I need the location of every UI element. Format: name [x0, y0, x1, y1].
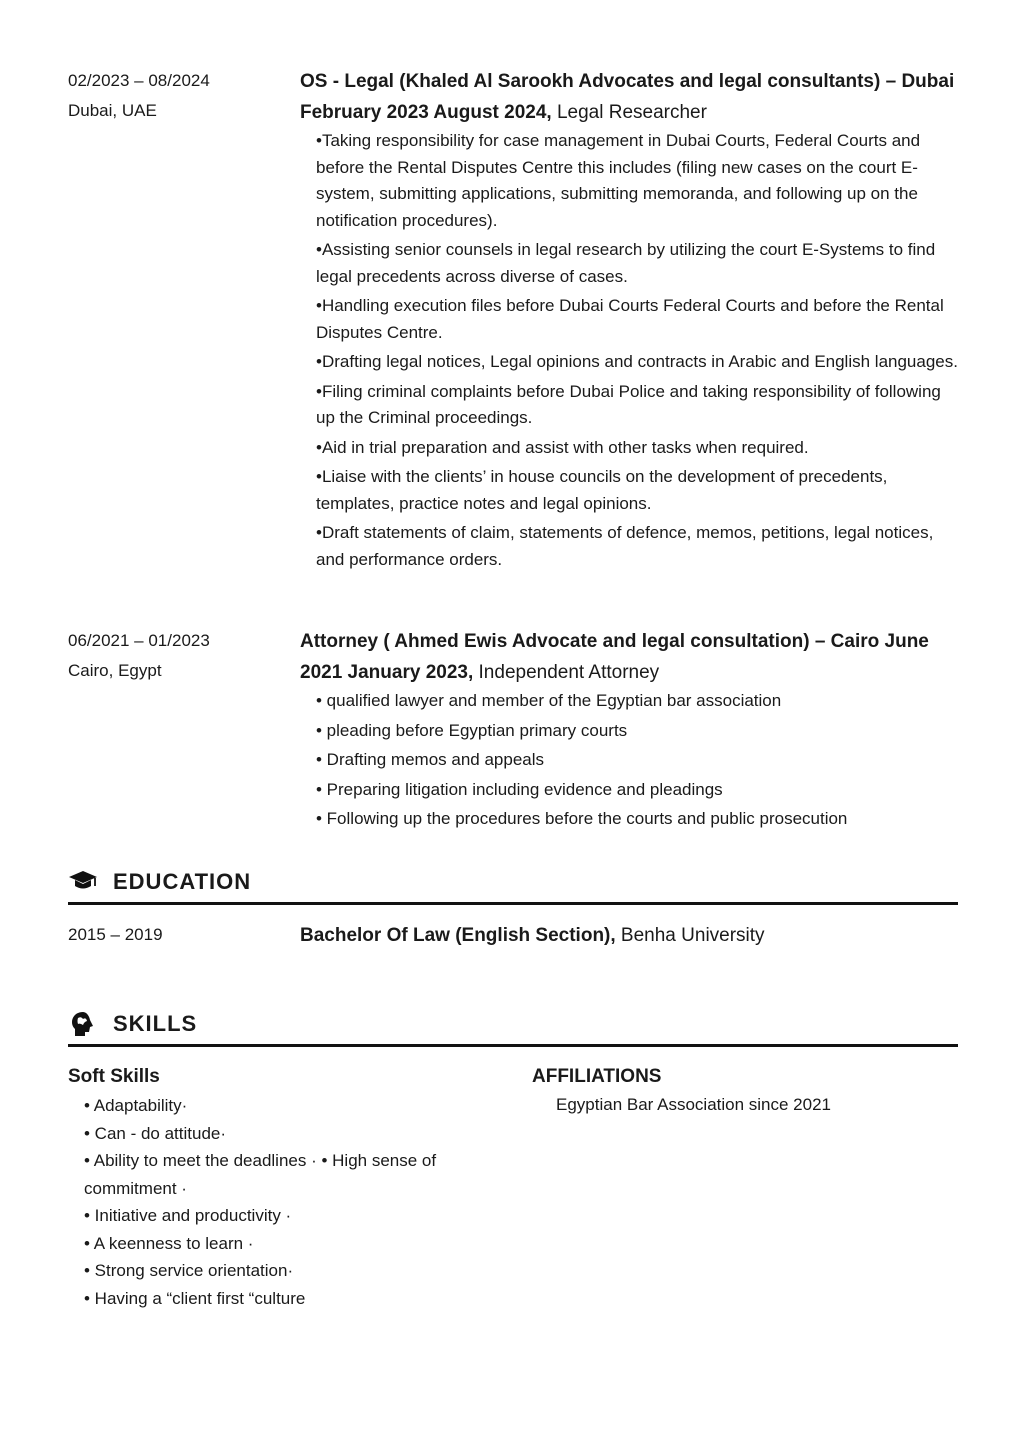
list-item: • Preparing litigation including evidence and pleadings [316, 779, 723, 799]
experience-location: Dubai, UAE [68, 101, 157, 120]
list-item: •Assisting senior counsels in legal research by utilizing the court E-Systems to find legal precedents across diverse of cases. [316, 240, 936, 286]
soft-skills-column [68, 1062, 468, 1312]
soft-skills-title: Soft Skills [68, 1066, 160, 1087]
affiliations-text: Egyptian Bar Association since 2021 [556, 1095, 832, 1114]
experience-dates-block [68, 66, 288, 126]
brain-icon [68, 1010, 98, 1038]
list-item: • Ability to meet the deadlines · • High sense of commitment · [84, 1151, 437, 1198]
affiliations-column [532, 1062, 952, 1118]
list-item: • Having a “client first “culture [84, 1288, 306, 1308]
experience-company: Attorney ( Ahmed Ewis Advocate and legal consultation) – Cairo June 2021 January 2023, [300, 631, 929, 683]
education-details [300, 920, 765, 952]
experience-company: OS - Legal (Khaled Al Sarookh Advocates and legal consultants) – Dubai February 2023 August 2024, [300, 71, 955, 123]
list-item: •Filing criminal complaints before Dubai Police and taking responsibility of following up the Criminal proceedings. [316, 381, 941, 427]
list-item: •Handling execution files before Dubai Courts Federal Courts and before the Rental Disputes Centre. [316, 296, 944, 342]
experience-details [300, 626, 960, 836]
list-item: • Strong service orientation· [84, 1261, 294, 1280]
list-item: • qualified lawyer and member of the Egyptian bar association [316, 691, 782, 710]
experience-location: Cairo, Egypt [68, 661, 162, 680]
list-item: • Drafting memos and appeals [316, 750, 545, 769]
education-degree: Bachelor Of Law (English Section), [300, 925, 616, 946]
affiliations-title: AFFILIATIONS [532, 1066, 662, 1087]
experience-title [300, 66, 960, 128]
list-item: • Can - do attitude· [84, 1123, 227, 1143]
list-item: •Drafting legal notices, Legal opinions and contracts in Arabic and English languages. [316, 352, 958, 371]
experience-bullets [300, 688, 960, 833]
list-item: •Draft statements of claim, statements of defence, memos, petitions, legal notices, and performance orders. [316, 523, 934, 569]
education-dates: 2015 – 2019 [68, 925, 163, 944]
experience-dates-block [68, 626, 288, 686]
experience-bullets [300, 128, 960, 573]
soft-skills-list [68, 1092, 468, 1312]
skills-section-header [68, 1010, 958, 1047]
experience-details [300, 66, 960, 576]
skills-heading: SKILLS [113, 1011, 198, 1036]
education-school: Benha University [615, 925, 765, 946]
list-item: •Taking responsibility for case management in Dubai Courts, Federal Courts and before the Rental Disputes Centre this includes (filing new cases on the court E-system, submitting applications, submitting memoranda, and following up on the notification procedures). [316, 131, 921, 230]
list-item: • pleading before Egyptian primary courts [316, 720, 628, 740]
experience-role: Independent Attorney [473, 662, 660, 683]
experience-dates: 06/2021 – 01/2023 [68, 631, 210, 650]
experience-dates: 02/2023 – 08/2024 [68, 71, 210, 90]
list-item: •Liaise with the clients’ in house councils on the development of precedents, templates, practice notes and legal opinions. [316, 467, 888, 513]
education-heading: EDUCATION [113, 869, 252, 894]
list-item: • Following up the procedures before the courts and public prosecution [316, 809, 848, 828]
graduation-cap-icon [68, 868, 98, 896]
list-item: • A keenness to learn · [84, 1233, 254, 1253]
experience-role: Legal Researcher [551, 102, 707, 123]
education-section-header [68, 868, 958, 905]
education-entry [68, 920, 958, 950]
list-item: • Adaptability· [84, 1096, 188, 1115]
list-item: • Initiative and productivity · [84, 1206, 292, 1225]
experience-title [300, 626, 960, 688]
list-item: •Aid in trial preparation and assist with other tasks when required. [316, 437, 809, 457]
